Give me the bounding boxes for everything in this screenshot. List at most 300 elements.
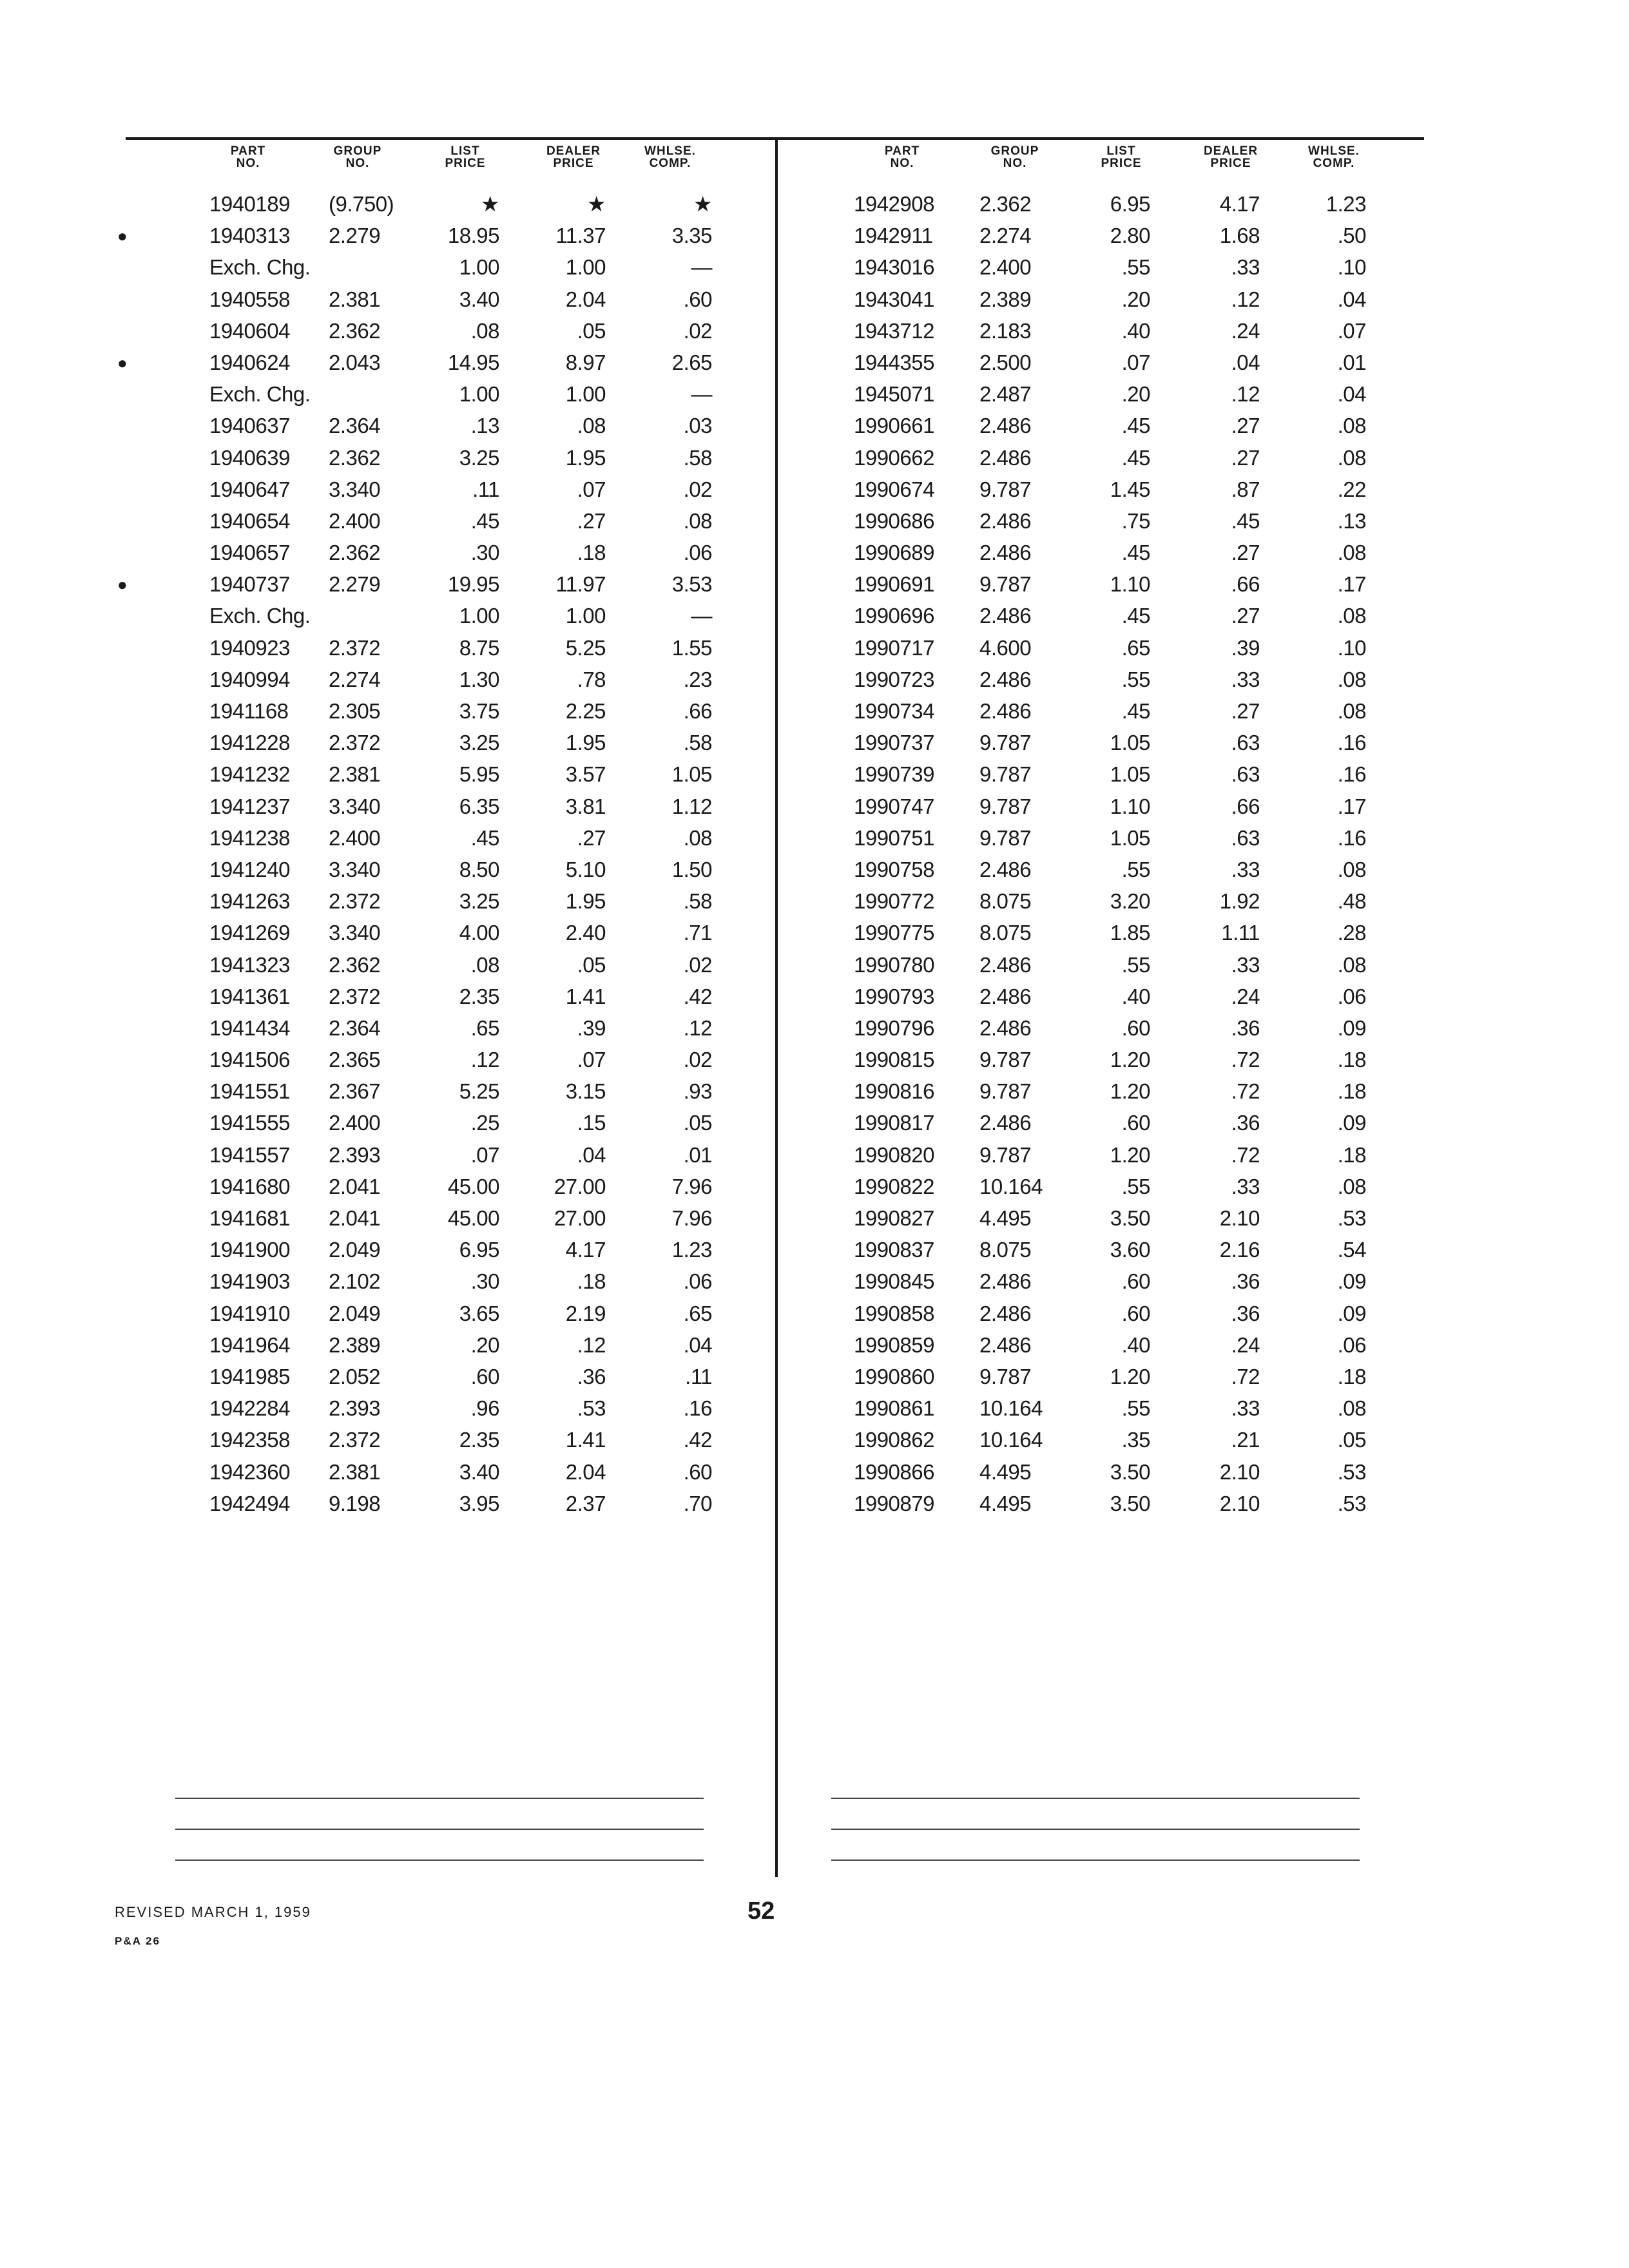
part-number-cell: 1941237 <box>209 794 290 818</box>
group-number-cell: 9.787 <box>979 825 1032 850</box>
table-row <box>142 1174 722 1206</box>
dealer-price-cell: 4.17 <box>1219 192 1260 216</box>
list-price-cell: .08 <box>470 318 499 343</box>
header-dealer-price: DEALER PRICE <box>546 144 601 170</box>
dealer-price-cell: .04 <box>577 1142 606 1167</box>
whlse-comp-cell: .08 <box>1337 445 1366 470</box>
list-price-cell: 1.20 <box>1110 1079 1150 1104</box>
group-number-cell: 2.305 <box>329 699 381 723</box>
part-number-cell: 1941232 <box>209 762 290 787</box>
table-row <box>809 318 1408 350</box>
whlse-comp-cell: 1.50 <box>671 857 712 881</box>
left-table-body <box>117 191 722 1523</box>
part-number-cell: 1940604 <box>209 318 290 343</box>
list-price-cell: 3.60 <box>1110 1238 1150 1262</box>
table-row <box>142 825 722 857</box>
list-price-cell: .25 <box>470 1111 499 1135</box>
part-number-cell: 1940994 <box>209 667 290 691</box>
table-row <box>142 920 722 952</box>
part-number-cell: 1990674 <box>854 477 934 501</box>
group-number-cell: 9.787 <box>979 1364 1032 1389</box>
group-number-cell: 9.787 <box>979 731 1032 755</box>
list-price-cell: .55 <box>1121 1396 1150 1421</box>
part-number-cell: 1943712 <box>854 318 934 343</box>
table-row <box>142 508 722 540</box>
group-number-cell: 9.787 <box>979 1142 1032 1167</box>
group-number-cell: 2.183 <box>979 318 1032 343</box>
list-price-cell: .40 <box>1121 318 1150 343</box>
dealer-price-cell: 2.40 <box>565 921 606 945</box>
table-row <box>142 540 722 572</box>
group-number-cell: 2.372 <box>329 1428 381 1452</box>
group-number-cell: 2.486 <box>979 952 1032 977</box>
table-row <box>809 255 1408 286</box>
whlse-comp-cell: .08 <box>1337 1396 1366 1421</box>
list-price-cell: 2.35 <box>459 984 499 1008</box>
list-price-cell: .11 <box>472 477 499 501</box>
dealer-price-cell: 3.15 <box>565 1079 606 1104</box>
group-number-cell: 9.787 <box>979 477 1032 501</box>
part-number-cell: 1990879 <box>854 1491 934 1515</box>
whlse-comp-cell: .42 <box>683 984 712 1008</box>
part-number-cell: 1941680 <box>209 1174 290 1198</box>
table-row <box>809 825 1408 857</box>
table-row <box>142 255 722 286</box>
part-number-cell: 1940647 <box>209 477 290 501</box>
dealer-price-cell: .36 <box>1231 1015 1260 1040</box>
part-number-cell: 1941361 <box>209 984 290 1008</box>
dealer-price-cell: 1.41 <box>565 984 606 1008</box>
list-price-cell: 3.50 <box>1110 1491 1150 1515</box>
list-price-cell: .07 <box>470 1142 499 1167</box>
group-number-cell: 2.041 <box>329 1174 381 1198</box>
dealer-price-cell: 8.97 <box>565 350 606 374</box>
list-price-cell: 1.10 <box>1110 572 1150 597</box>
whlse-comp-cell: .53 <box>1337 1491 1366 1515</box>
list-price-cell: 3.95 <box>459 1491 499 1515</box>
whlse-comp-cell: 1.55 <box>671 635 712 660</box>
bullet-marker: ● <box>117 352 128 372</box>
list-price-cell: .60 <box>470 1364 499 1389</box>
list-price-cell: 3.40 <box>459 287 499 311</box>
dealer-price-cell: 2.10 <box>1219 1491 1260 1515</box>
part-number-cell: 1942908 <box>854 192 934 216</box>
group-number-cell: 2.487 <box>979 382 1032 407</box>
part-number-cell: 1990815 <box>854 1048 934 1072</box>
list-price-cell: .45 <box>1121 604 1150 628</box>
table-row <box>809 350 1408 381</box>
group-number-cell: 2.052 <box>329 1364 381 1389</box>
table-row <box>142 667 722 698</box>
group-number-cell: 2.372 <box>329 731 381 755</box>
list-price-cell: .35 <box>1121 1428 1150 1452</box>
note-line <box>831 1829 1360 1830</box>
dealer-price-cell: .18 <box>577 1269 606 1294</box>
list-price-cell: 45.00 <box>447 1174 499 1198</box>
dealer-price-cell: .24 <box>1231 984 1260 1008</box>
whlse-comp-cell: .04 <box>683 1332 712 1357</box>
part-number-cell: 1990861 <box>854 1396 934 1421</box>
list-price-cell: .55 <box>1121 1174 1150 1198</box>
table-row <box>809 1142 1408 1174</box>
whlse-comp-cell: .53 <box>1337 1206 1366 1230</box>
group-number-cell: 10.164 <box>979 1174 1043 1198</box>
group-number-cell: 2.381 <box>329 287 381 311</box>
part-number-cell: 1941434 <box>209 1015 290 1040</box>
table-row <box>142 730 722 762</box>
list-price-cell: .13 <box>470 414 499 438</box>
list-price-cell: 1.20 <box>1110 1048 1150 1072</box>
list-price-cell: 8.50 <box>459 857 499 881</box>
whlse-comp-cell: .16 <box>683 1396 712 1421</box>
dealer-price-cell: 4.17 <box>565 1238 606 1262</box>
note-line <box>831 1860 1360 1861</box>
whlse-comp-cell: .08 <box>1337 414 1366 438</box>
dealer-price-cell: 2.04 <box>565 287 606 311</box>
note-line <box>175 1798 704 1799</box>
part-number-cell: 1990817 <box>854 1111 934 1135</box>
whlse-comp-cell: .08 <box>1337 952 1366 977</box>
whlse-comp-cell: .03 <box>683 414 712 438</box>
group-number-cell: 2.362 <box>329 952 381 977</box>
table-row <box>117 223 722 255</box>
part-number-cell: 1945071 <box>854 382 934 407</box>
group-number-cell: 2.381 <box>329 1459 381 1484</box>
whlse-comp-cell: .54 <box>1337 1238 1366 1262</box>
dealer-price-cell: .07 <box>577 1048 606 1072</box>
group-number-cell: 10.164 <box>979 1428 1043 1452</box>
whlse-comp-cell: .05 <box>683 1111 712 1135</box>
whlse-comp-cell: — <box>691 604 712 628</box>
whlse-comp-cell: .02 <box>683 1048 712 1072</box>
header-part-no: PART NO. <box>884 144 920 170</box>
group-number-cell: 2.381 <box>329 762 381 787</box>
table-row <box>809 952 1408 984</box>
group-number-cell: 4.495 <box>979 1206 1032 1230</box>
list-price-cell: 6.95 <box>459 1238 499 1262</box>
part-number-cell: 1942358 <box>209 1428 290 1452</box>
part-number-cell: 1943041 <box>854 287 934 311</box>
whlse-comp-cell: .70 <box>683 1491 712 1515</box>
whlse-comp-cell: .58 <box>683 731 712 755</box>
group-number-cell: 4.600 <box>979 635 1032 660</box>
dealer-price-cell: 2.10 <box>1219 1459 1260 1484</box>
whlse-comp-cell: 1.23 <box>671 1238 712 1262</box>
dealer-price-cell: .33 <box>1231 667 1260 691</box>
group-number-cell: 2.274 <box>329 667 381 691</box>
dealer-price-cell: 2.16 <box>1219 1238 1260 1262</box>
list-price-cell: 5.95 <box>459 762 499 787</box>
group-number-cell: 9.787 <box>979 1079 1032 1104</box>
part-number-cell: 1941964 <box>209 1332 290 1357</box>
list-price-cell: .60 <box>1121 1301 1150 1325</box>
part-number-cell: 1990827 <box>854 1206 934 1230</box>
dealer-price-cell: 3.81 <box>565 794 606 818</box>
group-number-cell: 2.400 <box>979 255 1032 280</box>
whlse-comp-cell: — <box>691 255 712 280</box>
list-price-cell: 2.80 <box>1110 224 1150 248</box>
group-number-cell: 3.340 <box>329 477 381 501</box>
group-number-cell: 9.787 <box>979 762 1032 787</box>
part-number-cell: 1941551 <box>209 1079 290 1104</box>
group-number-cell: (9.750) <box>329 192 394 216</box>
group-number-cell: 2.279 <box>329 572 381 597</box>
table-row <box>142 318 722 350</box>
table-row <box>142 445 722 477</box>
table-row <box>142 1364 722 1396</box>
dealer-price-cell: 1.95 <box>565 731 606 755</box>
table-row <box>142 1396 722 1427</box>
whlse-comp-cell: .58 <box>683 889 712 914</box>
whlse-comp-cell: 7.96 <box>671 1174 712 1198</box>
dealer-price-cell: 27.00 <box>554 1206 606 1230</box>
table-row <box>142 191 722 223</box>
list-price-cell: 3.25 <box>459 889 499 914</box>
list-price-cell: 8.75 <box>459 635 499 660</box>
page-number: 52 <box>747 1898 775 1925</box>
dealer-price-cell: 1.68 <box>1219 224 1260 248</box>
part-number-cell: 1942494 <box>209 1491 290 1515</box>
table-row <box>809 381 1408 413</box>
dealer-price-cell: .24 <box>1231 318 1260 343</box>
list-price-cell: 3.25 <box>459 445 499 470</box>
revision-date: REVISED MARCH 1, 1959 <box>115 1904 311 1920</box>
whlse-comp-cell: .11 <box>685 1364 712 1389</box>
part-number-cell: 1990661 <box>854 414 934 438</box>
dealer-price-cell: .33 <box>1231 952 1260 977</box>
group-number-cell: 9.787 <box>979 572 1032 597</box>
part-number-cell: 1941263 <box>209 889 290 914</box>
table-row <box>809 857 1408 889</box>
list-price-cell: .65 <box>470 1015 499 1040</box>
list-price-cell: 4.00 <box>459 921 499 945</box>
whlse-comp-cell: .66 <box>683 699 712 723</box>
dealer-price-cell: 2.19 <box>565 1301 606 1325</box>
whlse-comp-cell: .18 <box>1337 1142 1366 1167</box>
whlse-comp-cell: .93 <box>683 1079 712 1104</box>
table-row <box>809 1079 1408 1110</box>
list-price-cell: .07 <box>1121 350 1150 374</box>
part-number-cell: 1940558 <box>209 287 290 311</box>
whlse-comp-cell: .16 <box>1337 731 1366 755</box>
dealer-price-cell: .63 <box>1231 825 1260 850</box>
group-number-cell: 2.372 <box>329 889 381 914</box>
table-row <box>117 572 722 603</box>
dealer-price-cell: .27 <box>577 825 606 850</box>
dealer-price-cell: .66 <box>1231 794 1260 818</box>
dealer-price-cell: .12 <box>577 1332 606 1357</box>
table-row <box>809 730 1408 762</box>
table-row <box>809 1491 1408 1523</box>
group-number-cell: 2.049 <box>329 1301 381 1325</box>
group-number-cell: 2.389 <box>329 1332 381 1357</box>
dealer-price-cell: 1.00 <box>565 382 606 407</box>
group-number-cell: 2.043 <box>329 350 381 374</box>
dealer-price-cell: .36 <box>577 1364 606 1389</box>
list-price-cell: 3.40 <box>459 1459 499 1484</box>
list-price-cell: .08 <box>470 952 499 977</box>
whlse-comp-cell: .02 <box>683 318 712 343</box>
whlse-comp-cell: .17 <box>1337 794 1366 818</box>
table-row <box>809 1047 1408 1079</box>
table-row <box>809 1015 1408 1047</box>
whlse-comp-cell: 7.96 <box>671 1206 712 1230</box>
list-price-cell: .96 <box>470 1396 499 1421</box>
list-price-cell: 1.10 <box>1110 794 1150 818</box>
whlse-comp-cell: .08 <box>683 825 712 850</box>
whlse-comp-cell: .48 <box>1337 889 1366 914</box>
left-table-header <box>142 145 722 191</box>
part-number-cell: 1990772 <box>854 889 934 914</box>
part-number-cell: 1940624 <box>209 350 290 374</box>
whlse-comp-cell: .09 <box>1337 1015 1366 1040</box>
list-price-cell: 45.00 <box>447 1206 499 1230</box>
dealer-price-cell: 11.97 <box>555 572 606 597</box>
dealer-price-cell: .63 <box>1231 731 1260 755</box>
whlse-comp-cell: .07 <box>1337 318 1366 343</box>
whlse-comp-cell: .10 <box>1337 255 1366 280</box>
list-price-cell: 1.00 <box>459 382 499 407</box>
whlse-comp-cell: .06 <box>1337 984 1366 1008</box>
list-price-cell: .40 <box>1121 1332 1150 1357</box>
dealer-price-cell: .36 <box>1231 1301 1260 1325</box>
table-row <box>142 1332 722 1364</box>
table-row <box>809 445 1408 477</box>
whlse-comp-cell: .53 <box>1337 1459 1366 1484</box>
table-row <box>142 1427 722 1459</box>
part-number-cell: 1941228 <box>209 731 290 755</box>
whlse-comp-cell: .08 <box>1337 541 1366 565</box>
group-number-cell: 2.486 <box>979 414 1032 438</box>
whlse-comp-cell: ★ <box>693 192 712 216</box>
whlse-comp-cell: .06 <box>683 1269 712 1294</box>
part-number-cell: 1942360 <box>209 1459 290 1484</box>
group-number-cell: 3.340 <box>329 921 381 945</box>
table-row <box>142 984 722 1015</box>
dealer-price-cell: 1.95 <box>565 889 606 914</box>
table-row <box>142 603 722 635</box>
table-row <box>809 1427 1408 1459</box>
dealer-price-cell: .05 <box>577 318 606 343</box>
part-number-cell: 1944355 <box>854 350 934 374</box>
group-number-cell: 3.340 <box>329 794 381 818</box>
dealer-price-cell: .33 <box>1231 857 1260 881</box>
bullet-marker: ● <box>117 226 128 246</box>
whlse-comp-cell: .08 <box>1337 604 1366 628</box>
group-number-cell: 2.393 <box>329 1396 381 1421</box>
part-number-cell: 1990837 <box>854 1238 934 1262</box>
group-number-cell: 2.486 <box>979 604 1032 628</box>
table-row <box>809 698 1408 730</box>
part-number-cell: 1990691 <box>854 572 934 597</box>
whlse-comp-cell: .65 <box>683 1301 712 1325</box>
list-price-cell: 14.95 <box>447 350 499 374</box>
group-number-cell: 8.075 <box>979 889 1032 914</box>
list-price-cell: .30 <box>470 1269 499 1294</box>
list-price-cell: 1.45 <box>1110 477 1150 501</box>
group-number-cell: 2.486 <box>979 699 1032 723</box>
whlse-comp-cell: .22 <box>1337 477 1366 501</box>
group-number-cell: 2.486 <box>979 1015 1032 1040</box>
dealer-price-cell: .87 <box>1231 477 1260 501</box>
header-part-no: PART NO. <box>230 144 266 170</box>
dealer-price-cell: .78 <box>577 667 606 691</box>
group-number-cell: 2.486 <box>979 445 1032 470</box>
list-price-cell: .60 <box>1121 1269 1150 1294</box>
part-number-cell: 1990689 <box>854 541 934 565</box>
list-price-cell: 1.00 <box>459 255 499 280</box>
dealer-price-cell: 2.10 <box>1219 1206 1260 1230</box>
table-row <box>809 287 1408 318</box>
list-price-cell: 6.35 <box>459 794 499 818</box>
group-number-cell: 2.500 <box>979 350 1032 374</box>
whlse-comp-cell: .04 <box>1337 287 1366 311</box>
list-price-cell: .45 <box>1121 541 1150 565</box>
list-price-cell: ★ <box>480 192 499 216</box>
whlse-comp-cell: .28 <box>1337 921 1366 945</box>
table-row <box>809 920 1408 952</box>
dealer-price-cell: .08 <box>577 414 606 438</box>
part-number-cell: 1990796 <box>854 1015 934 1040</box>
right-table-header <box>809 145 1408 191</box>
right-table-body <box>809 191 1408 1523</box>
group-number-cell: 2.486 <box>979 1301 1032 1325</box>
header-whlse-comp: WHLSE. COMP. <box>1308 144 1360 170</box>
table-row <box>809 984 1408 1015</box>
list-price-cell: 3.25 <box>459 731 499 755</box>
table-row <box>142 952 722 984</box>
group-number-cell: 9.787 <box>979 794 1032 818</box>
part-number-cell: 1940654 <box>209 508 290 533</box>
part-number-cell: 1941555 <box>209 1111 290 1135</box>
whlse-comp-cell: .09 <box>1337 1269 1366 1294</box>
header-whlse-comp: WHLSE. COMP. <box>644 144 696 170</box>
header-group-no: GROUP NO. <box>333 144 382 170</box>
list-price-cell: .65 <box>1121 635 1150 660</box>
group-number-cell: 2.393 <box>329 1142 381 1167</box>
list-price-cell: .20 <box>470 1332 499 1357</box>
group-number-cell: 2.364 <box>329 414 381 438</box>
dealer-price-cell: .45 <box>1231 508 1260 533</box>
table-row <box>142 1491 722 1523</box>
group-number-cell: 2.389 <box>979 287 1032 311</box>
whlse-comp-cell: .13 <box>1337 508 1366 533</box>
part-number-cell: 1990751 <box>854 825 934 850</box>
group-number-cell: 2.486 <box>979 984 1032 1008</box>
table-row <box>809 603 1408 635</box>
table-row <box>142 1079 722 1110</box>
table-row <box>809 572 1408 603</box>
part-number-cell: 1990822 <box>854 1174 934 1198</box>
table-row <box>809 1396 1408 1427</box>
whlse-comp-cell: 1.05 <box>671 762 712 787</box>
form-code: P&A 26 <box>115 1935 160 1947</box>
table-row <box>809 1110 1408 1142</box>
table-row <box>809 667 1408 698</box>
group-number-cell: 2.049 <box>329 1238 381 1262</box>
part-number-cell: 1941168 <box>209 699 289 723</box>
whlse-comp-cell: .58 <box>683 445 712 470</box>
part-number-cell: 1940189 <box>209 192 290 216</box>
table-row <box>142 1110 722 1142</box>
list-price-cell: .40 <box>1121 984 1150 1008</box>
table-row <box>142 287 722 318</box>
whlse-comp-cell: .12 <box>683 1015 712 1040</box>
group-number-cell: 2.364 <box>329 1015 381 1040</box>
dealer-price-cell: 5.10 <box>565 857 606 881</box>
table-row <box>809 191 1408 223</box>
dealer-price-cell: .04 <box>1231 350 1260 374</box>
